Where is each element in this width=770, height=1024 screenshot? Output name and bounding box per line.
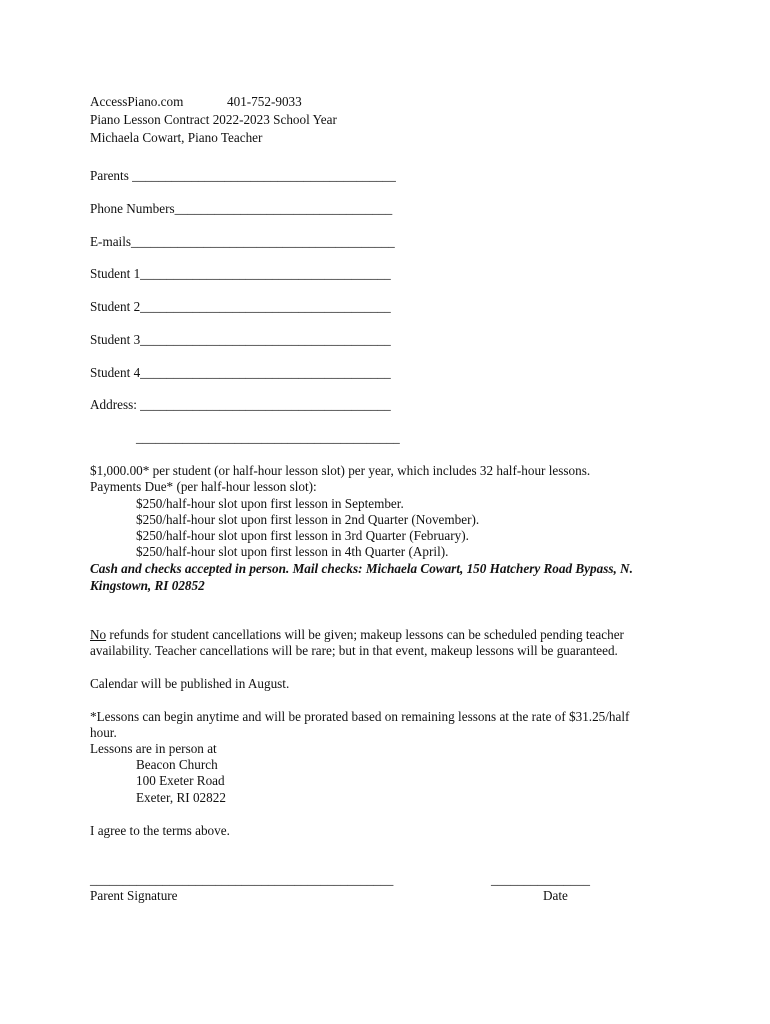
location-line: Beacon Church: [136, 757, 218, 772]
prorate-note-2: hour.: [90, 725, 117, 740]
refund-policy-line-2: availability. Teacher cancellations will be rare; but in that event, makeup lessons will be guaranteed.: [90, 643, 618, 658]
address-field[interactable]: Address: ______________________________________: [90, 397, 391, 412]
payment-item: $250/half-hour slot upon first lesson in 3rd Quarter (February).: [136, 528, 469, 543]
calendar-note: Calendar will be published in August.: [90, 676, 290, 691]
payment-item: $250/half-hour slot upon first lesson in September.: [136, 496, 404, 511]
header-site: AccessPiano.com: [90, 94, 184, 109]
student-2-field[interactable]: Student 2______________________________________: [90, 299, 391, 314]
student-1-field[interactable]: Student 1______________________________________: [90, 266, 391, 281]
date-line[interactable]: _______________: [491, 872, 590, 887]
header-phone: 401-752-9033: [227, 94, 302, 109]
phone-numbers-field[interactable]: Phone Numbers_________________________________: [90, 201, 393, 216]
address-field-line-2[interactable]: ________________________________________: [136, 430, 400, 445]
location-line: Exeter, RI 02822: [136, 790, 226, 805]
parent-signature-line[interactable]: ______________________________________________: [90, 872, 394, 887]
emails-field[interactable]: E-mails________________________________________: [90, 234, 395, 249]
date-label: Date: [543, 888, 568, 903]
mail-checks-line: Cash and checks accepted in person. Mail checks: Michaela Cowart, 150 Hatchery Road Bypass, N.: [90, 561, 633, 576]
student-4-field[interactable]: Student 4______________________________________: [90, 365, 391, 380]
refund-policy-line: [90, 627, 624, 644]
contract-title: Piano Lesson Contract 2022-2023 School Year: [90, 112, 337, 127]
payment-item: $250/half-hour slot upon first lesson in 2nd Quarter (November).: [136, 512, 480, 527]
rate-line: $1,000.00* per student (or half-hour lesson slot) per year, which includes 32 half-hour lessons.: [90, 463, 591, 478]
agree-statement: I agree to the terms above.: [90, 823, 230, 838]
payments-due-heading: Payments Due* (per half-hour lesson slot):: [90, 479, 317, 494]
teacher-name: Michaela Cowart, Piano Teacher: [90, 130, 263, 145]
payment-item: $250/half-hour slot upon first lesson in 4th Quarter (April).: [136, 544, 449, 559]
in-person-note: Lessons are in person at: [90, 741, 217, 756]
refund-policy-text: refunds for student cancellations will be given; makeup lessons can be scheduled pending teacher: [106, 627, 624, 642]
parent-signature-label: Parent Signature: [90, 888, 178, 903]
mail-checks-line-2: Kingstown, RI 02852: [90, 578, 205, 593]
prorate-note: *Lessons can begin anytime and will be prorated based on remaining lessons at the rate of $31.25/half: [90, 709, 630, 724]
refund-no-emphasis: No: [90, 627, 107, 642]
student-3-field[interactable]: Student 3______________________________________: [90, 332, 391, 347]
location-line: 100 Exeter Road: [136, 773, 225, 788]
parents-field[interactable]: Parents ________________________________________: [90, 168, 396, 183]
